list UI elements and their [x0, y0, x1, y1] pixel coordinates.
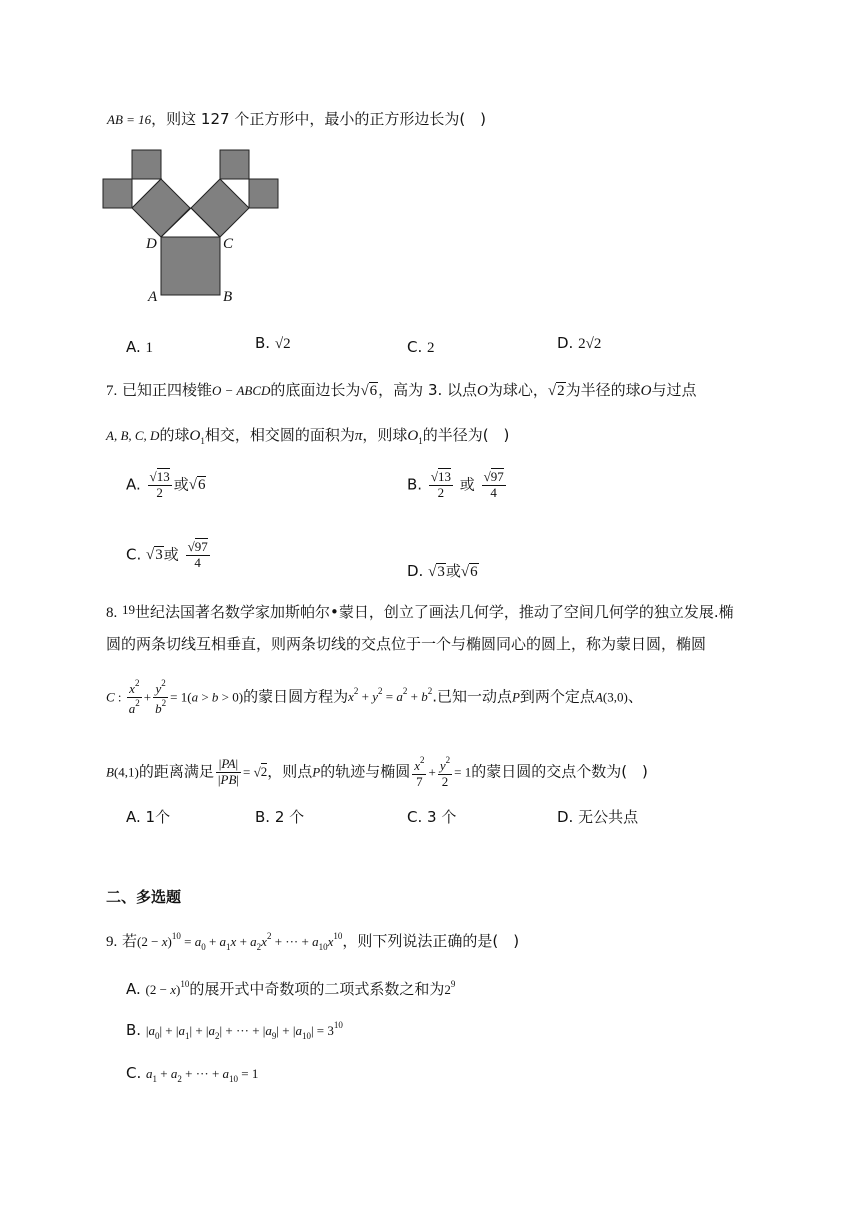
- q8-option-d[interactable]: D. 无公共点: [557, 808, 639, 826]
- q8-line3: C : $\frac{x^2}{a^2}$ + $\frac{y^2}{b^2}$ = 1(a > b > 0)的蒙日圆方程为$x^2 + y^2 = a^2 + b^2$.已知一动点P到两个定点A(3,0)、: [106, 678, 643, 716]
- section-title: 二、多选题: [106, 888, 182, 906]
- label-D: D: [146, 236, 157, 252]
- q7-option-c[interactable]: C. √3或 $\frac{√97}{4}$: [126, 539, 208, 570]
- q9-stem: 9. 若$(2 - x)^{10} = a_0 + a_1x + a_2x^2$ + ··· + $a_{10}x^{10}$，则下列说法正确的是( ): [106, 931, 520, 952]
- fig-square: [161, 237, 220, 295]
- q6-option-b[interactable]: B. √2: [255, 334, 291, 352]
- sqrt-6: √6: [360, 383, 378, 399]
- q8-option-b[interactable]: B. 2 个: [255, 808, 305, 826]
- label-C: C: [223, 236, 234, 252]
- q8-line2: 圆的两条切线互相垂直，则两条切线的交点位于一个与椭圆同心的圆上，称为蒙日圆，椭圆: [106, 635, 707, 653]
- q6-stem-text: ，则这 127 个正方形中，最小的正方形边长为( ): [151, 110, 487, 128]
- q7-option-b[interactable]: B. $\frac{√13}{2}$ 或 $\frac{√97}{4}$: [407, 469, 504, 500]
- q7-line2: A, B, C, D的球$O_1$相交，相交圆的面积为π，则球$O_1$的半径为( ): [106, 426, 510, 446]
- q9-option-a[interactable]: A. $(2 - x)^{10}$的展开式中奇数项的二项式系数之和为$2^9$: [126, 979, 456, 998]
- fig-square: [132, 150, 161, 179]
- q6-option-c[interactable]: C. 2: [407, 338, 435, 356]
- q6-stem-math: AB = 16: [107, 112, 152, 127]
- fig-square: [132, 179, 190, 237]
- q6-square-figure: [100, 148, 290, 308]
- q7-line1: 7. 已知正四棱锥O − ABCD的底面边长为√6，高为 3. 以点O为球心，√2为半径的球O与过点: [106, 381, 697, 399]
- label-A: A: [148, 289, 158, 305]
- q6-option-d[interactable]: D. 2√2: [557, 334, 602, 352]
- label-B: B: [223, 289, 233, 305]
- q6-option-a[interactable]: A. 1: [126, 338, 154, 356]
- q8-option-c[interactable]: C. 3 个: [407, 808, 457, 826]
- q7-option-a[interactable]: A. $\frac{√13}{2}$ 或√6: [126, 469, 206, 500]
- q9-option-b[interactable]: B. $|a_0| + |a_1| + |a_2|$ + ··· + $|a_9| + |a_{10}| = 3^{10}$: [126, 1020, 343, 1041]
- q9-option-c[interactable]: C. $a_1 + a_2$ + ··· + $a_{10} = 1$: [126, 1064, 259, 1084]
- sqrt-2: √2: [547, 383, 565, 399]
- q8-line4: B(4,1)的距离满足 $\frac{|PA|}{|PB|}$ = √2，则点P的轨迹与椭圆 $\frac{x^2}{7}$ + $\frac{y^2}{2}$ = 1的蒙日圆的交点个数为( ): [106, 755, 648, 789]
- fig-square: [103, 179, 132, 208]
- q8-line1: 8. 19世纪法国著名数学家加斯帕尔•蒙日，创立了画法几何学，推动了空间几何学的独立发展.椭: [106, 602, 734, 621]
- fig-square: [191, 179, 249, 237]
- fig-square: [249, 179, 278, 208]
- q6-stem: [107, 112, 486, 127]
- q7-option-d[interactable]: D. √3或√6: [407, 562, 478, 580]
- q8-option-a[interactable]: A. 1个: [126, 808, 171, 826]
- fig-square: [220, 150, 249, 179]
